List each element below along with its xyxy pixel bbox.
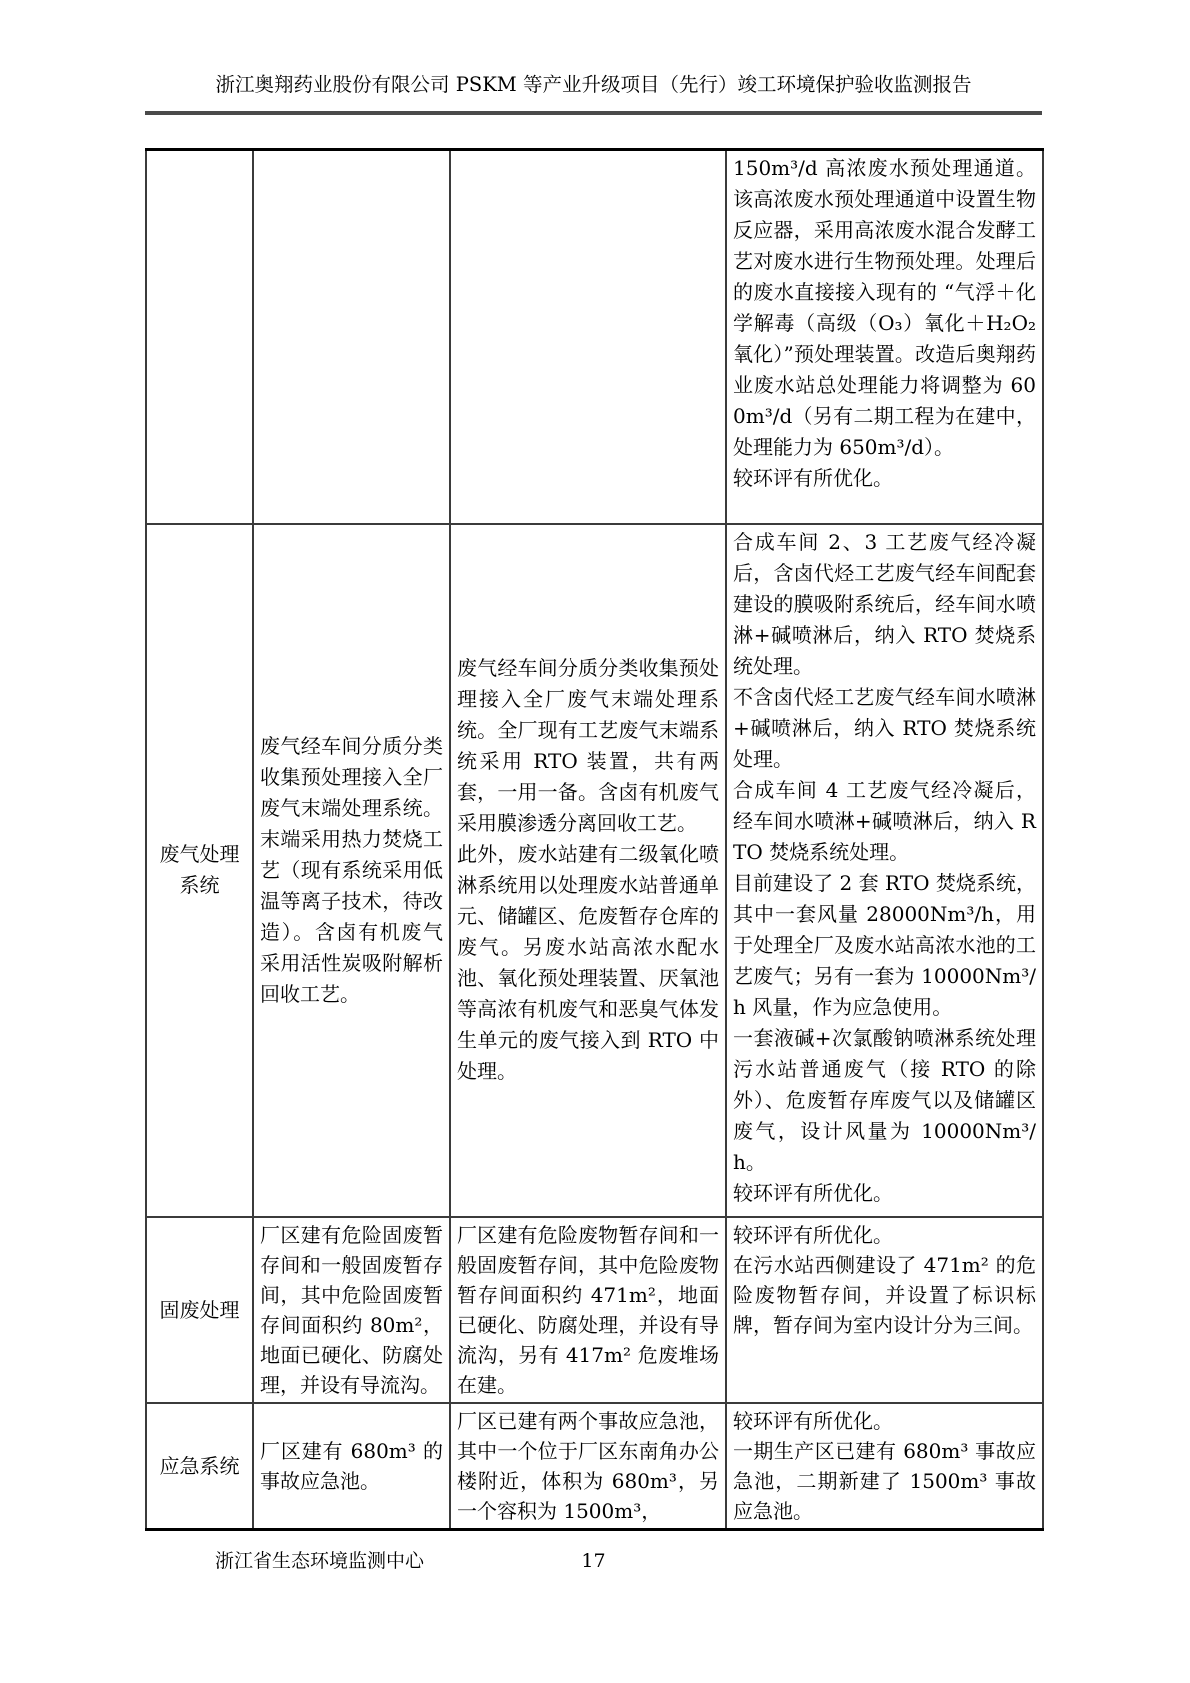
paragraph: 较环评有所优化。 (733, 1408, 893, 1433)
eia-requirement-cell (253, 1217, 450, 1403)
actual-construction-cell (726, 524, 1043, 1217)
paragraph: 不含卤代烃工艺废气经车间水喷淋+碱喷淋后，纳入 RTO 焚烧系统处理。 (733, 684, 1036, 771)
paragraph: 在污水站西侧建设了 471m² 的危险废物暂存间，并设置了标识标牌，暂存间为室内设计分为三间。 (733, 1252, 1036, 1337)
paragraph: 较环评有所优化。 (733, 1222, 893, 1247)
document-title: 浙江奥翔药业股份有限公司 PSKM 等产业升级项目（先行）竣工环境保护验收监测报告 (215, 73, 972, 96)
actual-construction-cell (726, 150, 1043, 524)
paragraph: 较环评有所优化。 (733, 1180, 893, 1205)
design-description-cell (450, 524, 726, 1217)
paragraph: 厂区已建有两个事故应急池，其中一个位于厂区东南角办公楼附近，体积为 680m³，另一个容积为 1500m³， (457, 1408, 719, 1523)
eia-requirement-cell (253, 150, 450, 524)
facilities-comparison-table (145, 148, 1044, 1531)
design-description-cell (450, 1403, 726, 1530)
actual-construction-cell (726, 1217, 1043, 1403)
paragraph: 150m³/d 高浓废水预处理通道。该高浓废水预处理通道中设置生物反应器，采用高浓废水混合发酵工艺对废水进行生物预处理。处理后的废水直接接入现有的 “气浮＋化学解毒（高级（O₃）氧化＋H₂O₂氧化）”预处理装置。改造后奥翔药业废水站总处理能力将调整为 600m³/d（另有二期工程为在建中，处理能力为 650m³/d）。 (733, 156, 1036, 459)
page-number: 17 (581, 1550, 606, 1572)
row-label-cell (146, 150, 253, 524)
paragraph: 合成车间 2、3 工艺废气经冷凝后，含卤代烃工艺废气经车间配套建设的膜吸附系统后，经车间水喷淋+碱喷淋后，纳入 RTO 焚烧系统处理。 (733, 529, 1036, 678)
paragraph: 一套液碱+次氯酸钠喷淋系统处理污水站普通废气（接 RTO 的除外）、危废暂存库废气以及储罐区废气，设计风量为 10000Nm³/h。 (733, 1025, 1036, 1174)
row-label-cell: 固废处理 (146, 1217, 253, 1403)
paragraph: 厂区建有危险固废暂存间和一般固废暂存间，其中危险固废暂存间面积约 80m²，地面已硬化、防腐处理，并设有导流沟。 (260, 1222, 443, 1397)
actual-construction-cell (726, 1403, 1043, 1530)
row-label-cell: 废气处理系统 (146, 524, 253, 1217)
table-row-emergency-system (146, 1403, 1043, 1530)
paragraph: 较环评有所优化。 (733, 466, 893, 490)
table-row-waste-gas (146, 524, 1043, 1217)
paragraph: 废气经车间分质分类收集预处理接入全厂废气末端处理系统。全厂现有工艺废气末端系统采用 RTO 装置，共有两套，一用一备。含卤有机废气采用膜渗透分离回收工艺。 (457, 656, 719, 835)
table-row-wastewater-continued (146, 150, 1043, 524)
paragraph: 此外，废水站建有二级氧化喷淋系统用以处理废水站普通单元、储罐区、危废暂存仓库的废气。另废水站高浓水配水池、氧化预处理装置、厌氧池等高浓有机废气和恶臭气体发生单元的废气接入到 RTO 中处理。 (457, 842, 719, 1083)
eia-requirement-cell (253, 1403, 450, 1530)
paragraph: 厂区建有 680m³ 的事故应急池。 (260, 1438, 443, 1493)
paragraph: 厂区建有危险废物暂存间和一般固废暂存间，其中危险废物暂存间面积约 471m²，地面已硬化、防腐处理，并设有导流沟，另有 417m² 危废堆场在建。 (457, 1222, 719, 1397)
paragraph: 合成车间 4 工艺废气经冷凝后，经车间水喷淋+碱喷淋后，纳入 RTO 焚烧系统处理。 (733, 777, 1036, 864)
table-row-solid-waste (146, 1217, 1043, 1403)
paragraph: 一期生产区已建有 680m³ 事故应急池，二期新建了 1500m³ 事故应急池。 (733, 1438, 1036, 1523)
design-description-cell (450, 150, 726, 524)
row-label-cell: 应急系统 (146, 1403, 253, 1530)
paragraph: 废气经车间分质分类收集预处理接入全厂废气末端处理系统。末端采用热力焚烧工艺（现有系统采用低温等离子技术，待改造）。含卤有机废气采用活性炭吸附解析回收工艺。 (260, 733, 443, 1006)
eia-requirement-cell (253, 524, 450, 1217)
footer-organization: 浙江省生态环境监测中心 (215, 1550, 425, 1572)
design-description-cell (450, 1217, 726, 1403)
page-header (145, 72, 1042, 115)
paragraph: 目前建设了 2 套 RTO 焚烧系统，其中一套风量 28000Nm³/h，用于处理全厂及废水站高浓水池的工艺废气；另有一套为 10000Nm³/h 风量，作为应急使用。 (733, 870, 1036, 1019)
